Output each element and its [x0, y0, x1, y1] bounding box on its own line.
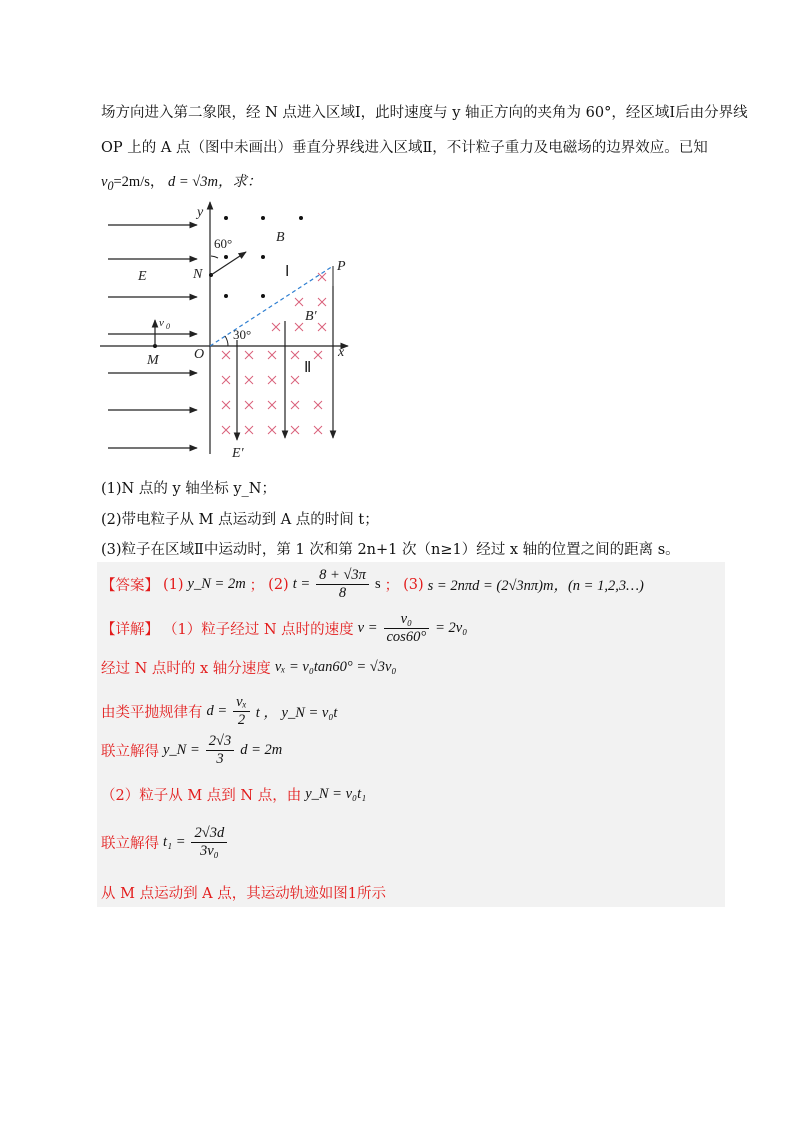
answer-2-fraction [316, 567, 369, 602]
solution-5-text: （2）粒子从 M 点到 N 点，由 [101, 788, 302, 804]
field-cross [314, 351, 322, 359]
solution-1-numerator: v₀ [384, 611, 430, 629]
field-cross [318, 298, 326, 306]
physics-diagram [100, 196, 360, 464]
v0-value: =2m/s， [113, 174, 165, 190]
field-dot [224, 255, 228, 259]
problem-line-1: 场方向进入第二象限，经 N 点进入区域Ⅰ，此时速度与 y 轴正方向的夹角为 60°，经区域Ⅰ后由分界线 [101, 105, 748, 121]
angle-arc-60 [211, 256, 218, 258]
solution-4-numerator: 2√3 [206, 733, 234, 751]
field-cross [314, 426, 322, 434]
answer-3: s = 2nπd = (2√3nπ)m，(n = 1,2,3…) [427, 578, 644, 594]
solution-3-numerator: vₓ [233, 694, 250, 712]
answer-line: 【答案】 (1) y_N = 2m ； (2) t = $\frac{8 + √3\pi}{8}$ s ； (3) s = 2nπd = (2√3nπ)m，(n = 1,2,3…) [101, 567, 644, 601]
answer-2-pre: t = [292, 576, 311, 592]
field-cross [291, 351, 299, 359]
y-axis-label: y [197, 205, 204, 220]
field-dot [261, 216, 265, 220]
solution-6-numerator: 2√3d [191, 825, 227, 843]
answer-2-label: (2) [268, 576, 289, 593]
solution-6-text: 联立解得 [101, 836, 159, 852]
solution-3-text: 由类平抛规律有 [101, 705, 203, 721]
field-cross [268, 401, 276, 409]
field-dot [261, 255, 265, 259]
solution-2-math: vₓ = v₀tan60° = √3v₀ [274, 659, 397, 675]
boundary-op [210, 266, 333, 346]
n-label: N [193, 267, 203, 282]
region-2-label: Ⅱ [304, 360, 312, 376]
field-cross [222, 351, 230, 359]
origin-label: O [194, 347, 205, 362]
solution-4-denominator: 3 [216, 751, 224, 767]
field-cross [318, 273, 326, 281]
field-cross [222, 426, 230, 434]
b-prime-label: B′ [305, 309, 317, 324]
m-label: M [147, 353, 159, 368]
field-cross [295, 298, 303, 306]
solution-line-7: 从 M 点运动到 A 点，其运动轨迹如图1所示 [101, 886, 386, 902]
solution-1-math-post: = 2v₀ [435, 620, 468, 636]
solution-1-fraction [384, 611, 430, 646]
solution-3-math-pre: d = [206, 703, 228, 719]
solution-4-math-post: d = 2m [240, 742, 283, 758]
solution-3-denominator: 2 [237, 712, 246, 728]
field-dot [224, 216, 228, 220]
solution-line-4 [101, 733, 282, 768]
solution-4-fraction [206, 733, 234, 768]
v0-label: v [159, 317, 164, 329]
question-3: (3)粒子在区域Ⅱ中运动时，第 1 次和第 2n+1 次（n≥1）经过 x 轴的位置之间的距离 s。 [101, 542, 680, 558]
question-1: (1)N 点的 y 轴坐标 y_N； [101, 481, 276, 497]
region-1-label: Ⅰ [285, 264, 290, 280]
field-cross [245, 401, 253, 409]
field-dot [224, 294, 228, 298]
solution-3-math-post: t ， y_N = v₀t [255, 705, 338, 721]
d-value: d = √3m，求： [168, 174, 262, 190]
field-dot [261, 294, 265, 298]
p-label: P [337, 259, 346, 274]
field-cross [291, 426, 299, 434]
field-cross [268, 426, 276, 434]
solution-1-math-pre: v = [357, 620, 378, 636]
angle-60-label: 60° [214, 236, 233, 251]
solution-1-denominator: cos60° [386, 629, 427, 645]
solution-5-math: y_N = v₀t₁ [305, 786, 367, 802]
e-prime-arrows [237, 286, 333, 440]
answer-2-unit: s [374, 576, 381, 592]
velocity-arrow-n [211, 252, 246, 275]
solution-line-6 [101, 825, 229, 860]
solution-4-math-pre: y_N = [163, 742, 200, 758]
solution-4-text: 联立解得 [101, 744, 159, 760]
problem-line-2: OP 上的 A 点（图中未画出）垂直分界线进入区域Ⅱ，不计粒子重力及电磁场的边界效应。已知 [101, 140, 708, 156]
solution-6-fraction [191, 825, 227, 860]
field-cross [268, 351, 276, 359]
electric-field-arrows [108, 225, 197, 448]
angle-arc-30 [225, 336, 228, 346]
answer-1-label: (1) [163, 576, 184, 593]
field-cross [222, 401, 230, 409]
v0-subscript: 0 [107, 178, 114, 193]
answer-1: y_N = 2m [187, 576, 246, 592]
solution-6-math-pre: t₁ = [163, 834, 186, 850]
v0-sub-label: 0 [166, 322, 170, 331]
solution-line-2 [101, 657, 396, 678]
x-axis-label: x [338, 345, 345, 360]
field-cross [291, 376, 299, 384]
solution-line-3 [101, 694, 337, 729]
e-label: E [138, 269, 147, 284]
solution-line-5 [101, 784, 366, 805]
b-prime-crosses-upper [272, 273, 326, 331]
answer-2-denominator: 8 [338, 585, 347, 601]
field-cross [291, 401, 299, 409]
b-label: B [276, 230, 285, 245]
field-cross [318, 323, 326, 331]
problem-line-3 [101, 170, 261, 194]
b-field-dots [224, 216, 303, 298]
field-cross [314, 401, 322, 409]
angle-30-label: 30° [233, 327, 252, 342]
field-dot [299, 216, 303, 220]
field-cross [245, 351, 253, 359]
answer-3-label: (3) [403, 576, 424, 593]
solution-6-denominator: 3v₀ [199, 843, 219, 859]
field-cross [222, 376, 230, 384]
solution-3-fraction [233, 694, 250, 729]
field-cross [245, 426, 253, 434]
solution-1-text: （1）粒子经过 N 点时的速度 [163, 622, 354, 638]
answer-2-numerator: 8 + √3π [316, 567, 369, 585]
field-cross [272, 323, 280, 331]
field-cross [245, 376, 253, 384]
solution-line-1 [101, 611, 467, 646]
solution-2-text: 经过 N 点时的 x 轴分速度 [101, 661, 271, 677]
question-2: (2)带电粒子从 M 点运动到 A 点的时间 t； [101, 512, 379, 528]
v0-symbol: v [101, 174, 108, 190]
field-cross [295, 323, 303, 331]
answer-tag: 【答案】 [101, 578, 159, 594]
solution-tag: 【详解】 [101, 622, 159, 638]
e-prime-label: E′ [232, 446, 244, 461]
field-cross [268, 376, 276, 384]
